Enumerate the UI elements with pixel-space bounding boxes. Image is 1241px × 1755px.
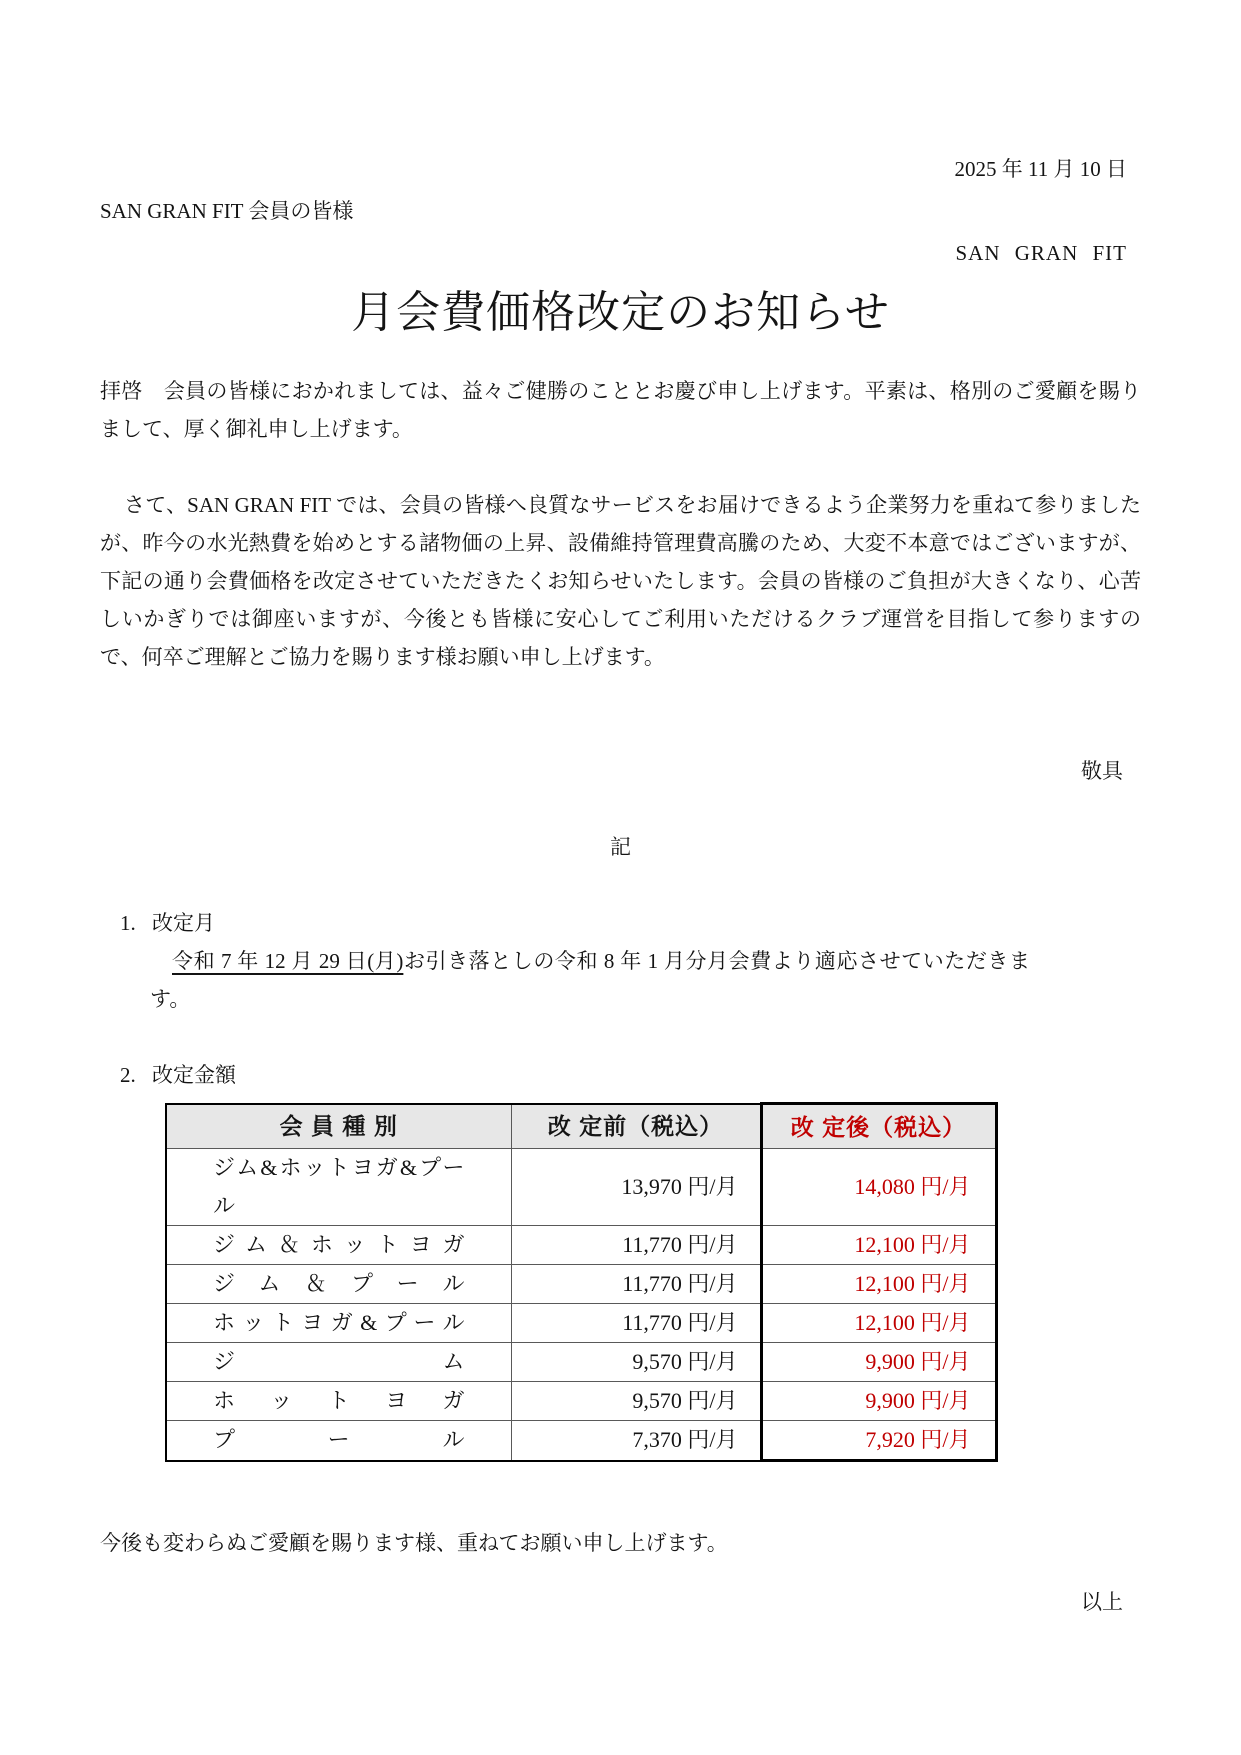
- item-1-body: [150, 942, 1030, 1018]
- price-after-cell: 7,920 円/月: [761, 1421, 996, 1461]
- document-date: 2025 年 11 月 10 日: [954, 157, 1127, 181]
- member-type-cell: ジム&ホットヨガ&プール: [166, 1149, 511, 1226]
- revision-date-underlined: 令和 7 年 12 月 29 日(月): [172, 949, 404, 973]
- price-before-cell: 11,770 円/月: [511, 1265, 761, 1304]
- header-price-after: 改 定後（税込）: [761, 1104, 996, 1149]
- addressee-line: SAN GRAN FIT 会員の皆様: [100, 199, 354, 223]
- table-row: [166, 1382, 996, 1421]
- price-before-cell: 11,770 円/月: [511, 1226, 761, 1265]
- greeting-paragraph: 拝啓 会員の皆様におかれましては、益々ご健勝のこととお慶び申し上げます。平素は、格別のご愛顧を賜りまして、厚く御礼申し上げます。: [100, 379, 1141, 441]
- price-after-cell: 12,100 円/月: [761, 1265, 996, 1304]
- price-before-cell: 9,570 円/月: [511, 1382, 761, 1421]
- item-2-heading: 改定金額: [152, 1063, 236, 1087]
- price-before-cell: 13,970 円/月: [511, 1149, 761, 1226]
- sender-line: SAN GRAN FIT: [955, 241, 1127, 265]
- table-row: [166, 1226, 996, 1265]
- end-marker: 以上: [1081, 1590, 1123, 1614]
- member-type-cell: ホットヨガ&プール: [166, 1304, 511, 1343]
- price-after-cell: 14,080 円/月: [761, 1149, 996, 1226]
- table-row: [166, 1149, 996, 1226]
- header-member-type: 会 員 種 別: [166, 1104, 511, 1149]
- price-after-cell: 9,900 円/月: [761, 1343, 996, 1382]
- header-price-before: 改 定前（税込）: [511, 1104, 761, 1149]
- price-after-cell: 12,100 円/月: [761, 1304, 996, 1343]
- fee-table: [165, 1102, 998, 1462]
- item-2-number: 2.: [120, 1063, 136, 1087]
- list-item-revision-month: [120, 904, 1141, 942]
- table-row: [166, 1265, 996, 1304]
- price-after-cell: 9,900 円/月: [761, 1382, 996, 1421]
- numbered-list: [100, 904, 1141, 1462]
- price-before-cell: 9,570 円/月: [511, 1343, 761, 1382]
- member-type-cell: ジム: [166, 1343, 511, 1382]
- record-marker: 記: [610, 835, 631, 859]
- item-1-body-text: お引き落としの令和 8 年 1 月分月会費より適応させていただきます。: [150, 949, 1030, 1011]
- footer-note: 今後も変わらぬご愛顧を賜ります様、重ねてお願い申し上げます。: [100, 1531, 728, 1555]
- price-before-cell: 7,370 円/月: [511, 1421, 761, 1461]
- member-type-cell: ホットヨガ: [166, 1382, 511, 1421]
- price-after-cell: 12,100 円/月: [761, 1226, 996, 1265]
- list-item-revision-amount: [120, 1056, 1141, 1094]
- table-row: [166, 1304, 996, 1343]
- body-paragraph: さて、SAN GRAN FIT では、会員の皆様へ良質なサービスをお届けできるよう企業努力を重ねて参りましたが、昨今の水光熱費を始めとする諸物価の上昇、設備維持管理費高騰のため、大変不本意ではございますが、下記の通り会費価格を改定させていただきたくお知らせいたします。会員の皆様のご負担が大きくなり、心苦しいかぎりでは御座いますが、今後とも皆様に安心してご利用いただけるクラブ運営を目指して参りますので、何卒ご理解とご協力を賜ります様お願い申し上げます。: [100, 493, 1141, 669]
- member-type-cell: ジム＆プール: [166, 1265, 511, 1304]
- closing-keigu: 敬具: [1081, 759, 1123, 783]
- member-type-cell: ジム＆ホットヨガ: [166, 1226, 511, 1265]
- price-before-cell: 11,770 円/月: [511, 1304, 761, 1343]
- document-title: 月会費価格改定のお知らせ: [351, 288, 890, 337]
- table-row: [166, 1421, 996, 1461]
- item-1-heading: 改定月: [152, 911, 215, 935]
- member-type-cell: プール: [166, 1421, 511, 1461]
- item-1-number: 1.: [120, 911, 136, 935]
- table-row: [166, 1343, 996, 1382]
- fee-table-header-row: [166, 1104, 996, 1149]
